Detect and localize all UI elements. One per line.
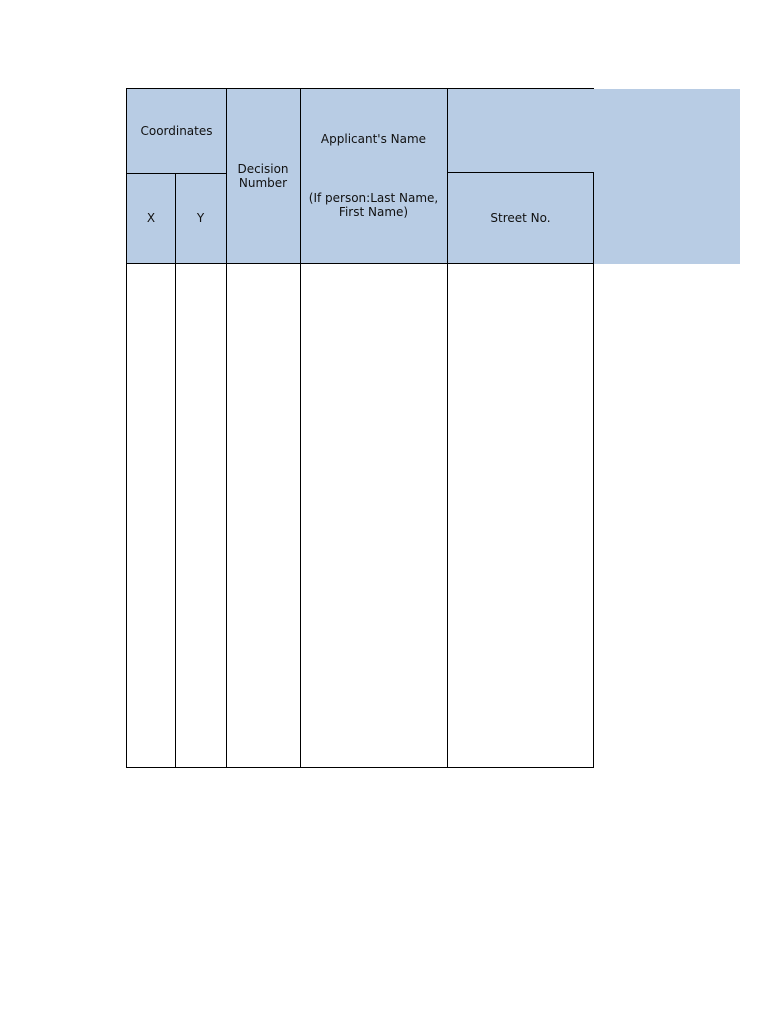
border-top	[127, 88, 594, 89]
border-right	[593, 172, 594, 768]
street-no-label: Street No.	[490, 211, 551, 225]
header-x	[127, 173, 175, 263]
header-applicant-name	[300, 124, 447, 154]
border-coordinates-split	[127, 173, 226, 174]
applicant-name-note: (If person:Last Name, First Name)	[308, 191, 439, 219]
border-applicant-street	[447, 88, 448, 768]
border-left	[126, 88, 127, 768]
header-decision-number	[226, 89, 300, 263]
border-bottom	[127, 767, 594, 768]
decision-number-label: Decision Number	[237, 162, 289, 190]
header-band-extension	[594, 89, 740, 264]
border-header-bottom	[127, 263, 594, 264]
applicant-name-label: Applicant's Name	[320, 132, 427, 146]
coordinates-label: Coordinates	[140, 124, 213, 138]
header-street-no	[447, 173, 594, 263]
y-label: Y	[196, 211, 205, 225]
table-body	[127, 263, 594, 768]
border-x-y	[175, 173, 176, 768]
header-coordinates	[127, 89, 226, 173]
border-decision-applicant	[300, 88, 301, 768]
border-street-split	[447, 172, 594, 173]
header-y	[175, 173, 226, 263]
border-y-decision	[226, 88, 227, 768]
x-label: X	[146, 211, 156, 225]
header-applicant-name-note	[300, 187, 447, 223]
